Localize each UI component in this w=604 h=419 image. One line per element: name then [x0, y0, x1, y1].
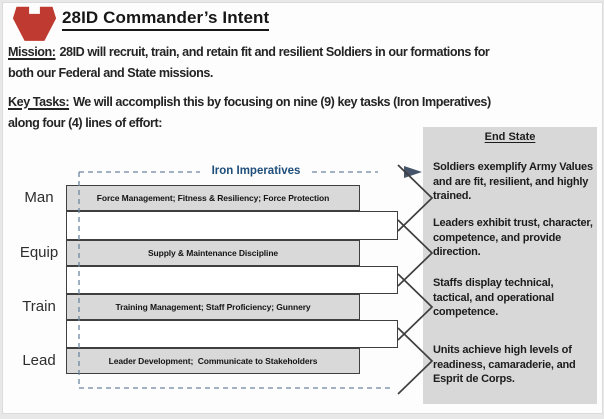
task-bar-equip	[66, 240, 360, 266]
row-label-train: Train	[22, 298, 56, 315]
end-state-item-leaders: Leaders exhibit trust, character, competence, and provide direction.	[433, 217, 593, 259]
mission-text: 28ID will recruit, train, and retain fit and resilient Soldiers in our formations for	[59, 45, 490, 59]
row-label-equip: Equip	[19, 244, 59, 261]
task-bar-man	[66, 185, 360, 211]
arrow-connector	[66, 211, 398, 240]
task-bar-label: Force Management; Fitness & Resiliency; Force Protection	[96, 193, 330, 203]
keystone-logo	[12, 2, 57, 42]
end-state-title: End State	[484, 131, 536, 143]
end-state-item-staffs: Staffs display technical, tactical, and operational competence.	[433, 277, 554, 319]
row-label-man: Man	[24, 189, 54, 206]
iron-imperatives-label: Iron Imperatives	[211, 165, 301, 177]
task-bar-lead	[66, 348, 360, 374]
key-tasks-text: We will accomplish this by focusing on nine (9) key tasks (Iron Imperatives)	[73, 95, 491, 109]
mission-label: Mission:	[8, 45, 56, 59]
page-title: 28ID Commander’s Intent	[62, 8, 269, 31]
task-bar-label: Leader Development; Communicate to Stakeholders	[108, 356, 318, 366]
row-label-lead: Lead	[22, 352, 56, 369]
task-bar-label: Training Management; Staff Proficiency; Gunnery	[115, 302, 311, 312]
key-tasks-label: Key Tasks:	[8, 95, 70, 109]
key-tasks-statement-line-1	[8, 95, 491, 109]
task-bar-train	[66, 294, 360, 320]
arrow-connector	[66, 266, 398, 294]
end-state-item-units: Units achieve high levels of readiness, camaraderie, and Esprit de Corps.	[433, 344, 576, 386]
keystone-icon	[12, 2, 57, 42]
key-tasks-statement-line-2: along four (4) lines of effort:	[8, 116, 162, 130]
mission-statement-line-1	[8, 45, 489, 59]
mission-statement-line-2: both our Federal and State missions.	[8, 66, 213, 80]
arrow-connector	[66, 320, 398, 348]
end-state-item-soldiers: Soldiers exemplify Army Values and are fit, resilient, and highly trained.	[433, 161, 593, 203]
task-bar-label: Supply & Maintenance Discipline	[147, 248, 279, 258]
